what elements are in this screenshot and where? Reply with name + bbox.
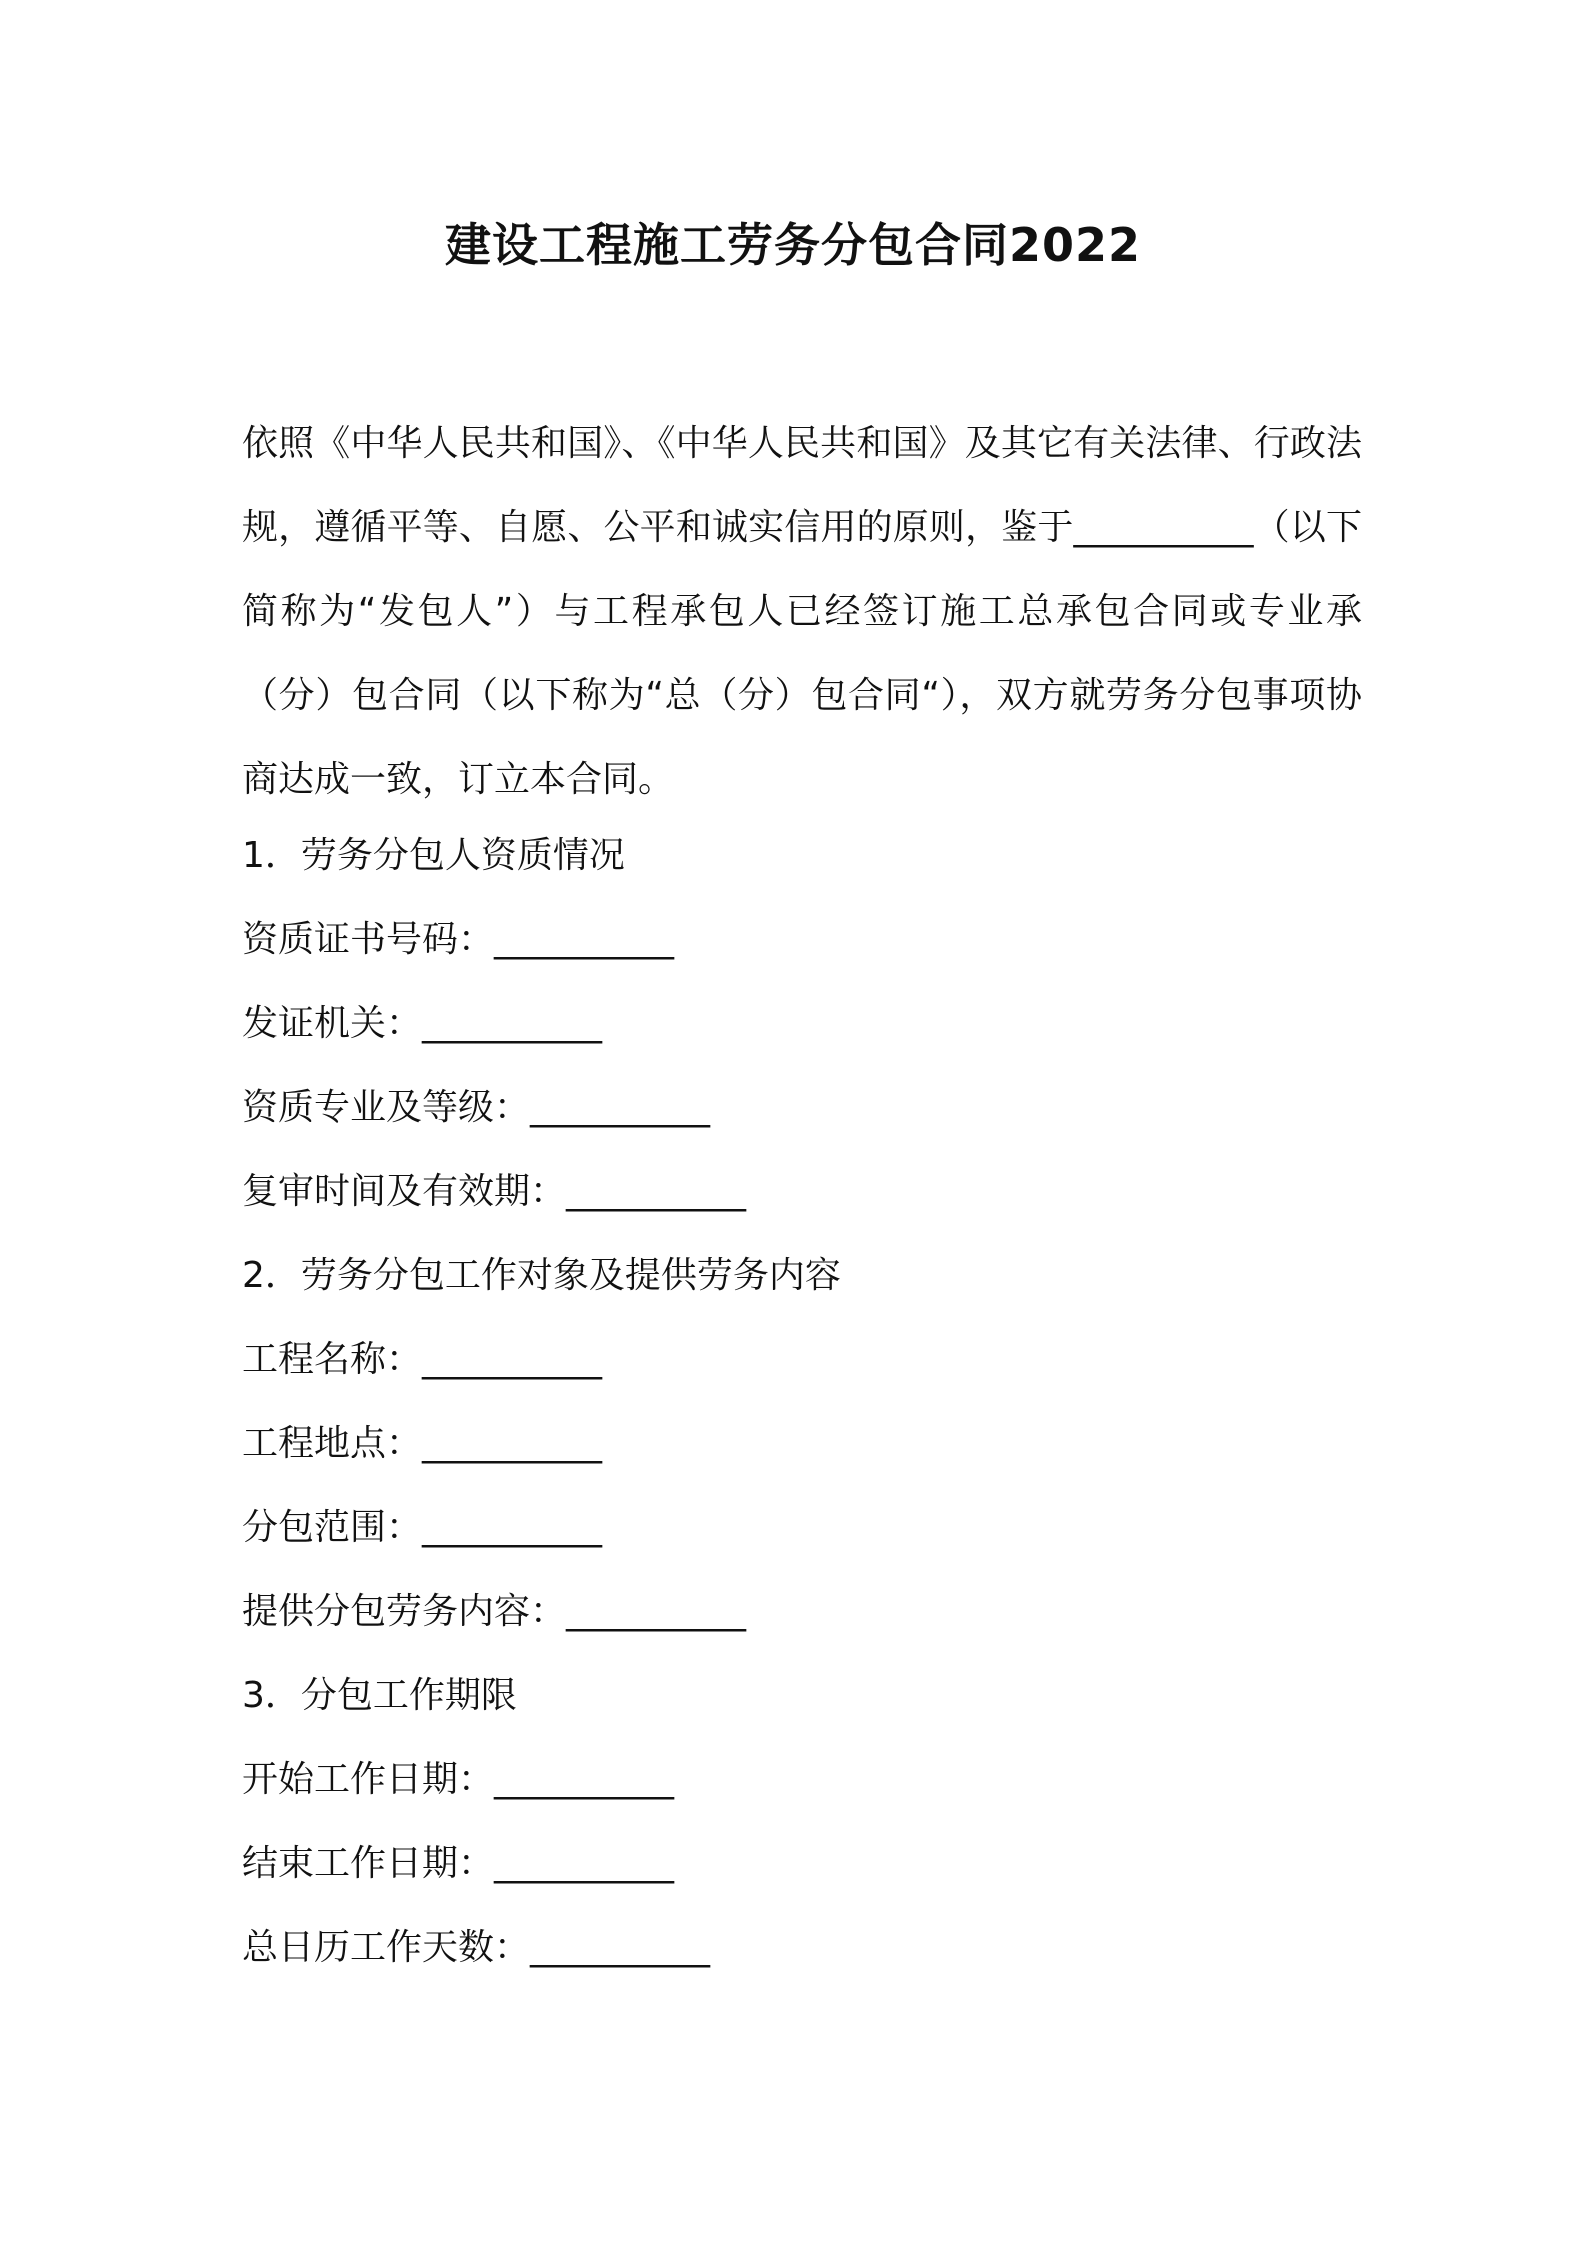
- review-validity-field: 复审时间及有效期：__________: [242, 1171, 747, 1212]
- labor-content-field: 提供分包劳务内容：__________: [242, 1591, 747, 1632]
- section-2-heading: 2．劳务分包工作对象及提供劳务内容: [242, 1255, 841, 1296]
- scope-field: 分包范围：__________: [242, 1507, 603, 1548]
- document-title: 建设工程施工劳务分包合同2022: [444, 218, 1142, 272]
- section-1-heading: 1．劳务分包人资质情况: [242, 835, 625, 876]
- cert-number-field: 资质证书号码：__________: [242, 919, 675, 960]
- project-location-field: 工程地点：__________: [242, 1423, 603, 1464]
- issuer-field: 发证机关：__________: [242, 1003, 603, 1044]
- start-date-field: 开始工作日期：__________: [242, 1759, 675, 1800]
- project-name-field: 工程名称：__________: [242, 1339, 603, 1380]
- intro-paragraph: 依照《中华人民共和国》、《中华人民共和国》及其它有关法律、行政法规，遵循平等、自愿、公平和诚实信用的原则，鉴于__________（以下简称为“发包人”）与工程承包人已经签订施工总承包合同或专业承（分）包合同（以下称为“总（分）包合同“），双方就劳务分包事项协商达成一致，订立本合同。: [242, 423, 1362, 800]
- end-date-field: 结束工作日期：__________: [242, 1843, 675, 1884]
- section-3-heading: 3．分包工作期限: [242, 1675, 517, 1716]
- major-grade-field: 资质专业及等级：__________: [242, 1087, 711, 1128]
- total-days-field: 总日历工作天数：__________: [242, 1927, 711, 1968]
